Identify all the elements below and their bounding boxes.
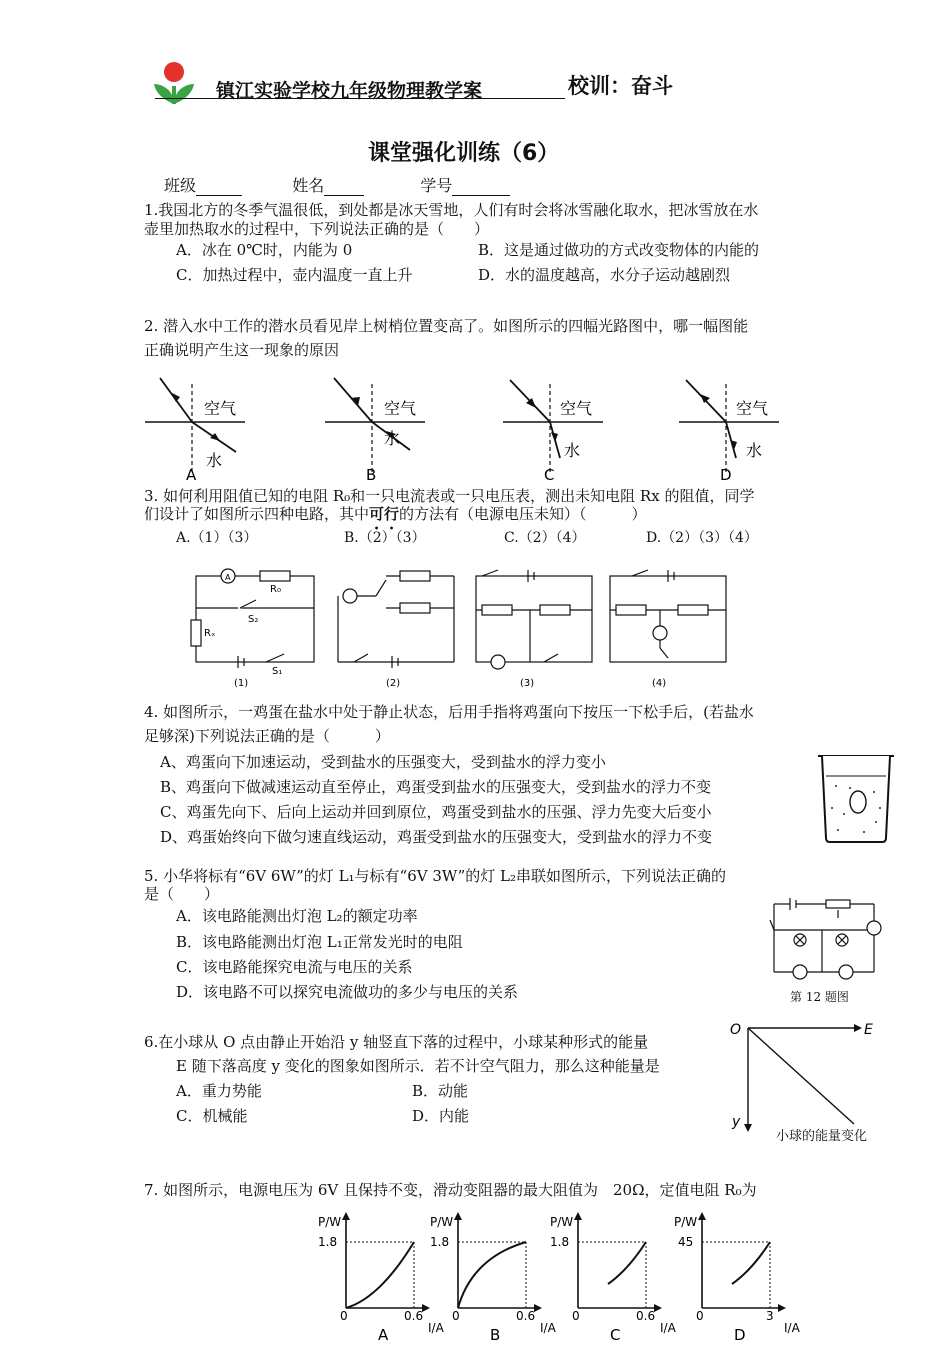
xmax-label: 0.6 [636, 1309, 656, 1323]
info-line [164, 176, 510, 196]
pi-graph-b[interactable] [430, 1212, 557, 1344]
height-y-label: y [732, 1114, 741, 1130]
q5-option-b[interactable]: B．该电路能测出灯泡 L₁正常发光时的电阻 [176, 933, 463, 951]
q1-option-b[interactable]: B．这是通过做功的方式改变物体的内能的 [478, 241, 760, 259]
q6-option-a[interactable]: A．重力势能 [176, 1082, 262, 1100]
origin-label: 0 [340, 1309, 348, 1323]
circuit-label: (3) [520, 678, 535, 689]
id-label: 学号 [420, 176, 453, 195]
circuit-3[interactable] [476, 570, 592, 669]
circuit-label: (2) [386, 678, 401, 689]
rx-label: Rₓ [204, 628, 216, 639]
water-label: 水 [206, 451, 223, 470]
q4-stem-1: 4. 如图所示，一鸡蛋在盐水中处于静止状态，后用手指将鸡蛋向下按压一下松手后，(若盐水 [144, 703, 754, 721]
xmax-label: 0.6 [516, 1309, 536, 1323]
q6-option-c[interactable]: C．机械能 [176, 1107, 248, 1125]
q3-option-a[interactable]: A.（1）（3） [176, 530, 258, 546]
q4-option-c[interactable]: C、鸡蛋先向下、后向上运动并回到原位，鸡蛋受到盐水的压强、浮力先变大后变小 [160, 803, 712, 821]
id-blank[interactable] [452, 179, 510, 196]
ymax-label: 1.8 [550, 1235, 570, 1249]
ymax-label: 1.8 [430, 1235, 450, 1249]
q7-pi-graphs [310, 1208, 830, 1344]
pi-graph-c[interactable] [550, 1212, 677, 1344]
q6-graph-caption: 小球的能量变化 [776, 1129, 868, 1144]
origin-o-label: O [730, 1022, 742, 1038]
q2-stem-1: 2. 潜入水中工作的潜水员看见岸上树梢位置变高了。如图所示的四幅光路图中，哪一幅图能 [144, 317, 749, 335]
diagram-label: B [366, 466, 377, 482]
ylabel: P/W [430, 1215, 454, 1229]
q7-stem-1: 7. 如图所示，电源电压为 6V 且保持不变，滑动变阻器的最大阻值为 20Ω，定值电阻 R₀为 [144, 1181, 757, 1199]
diagram-a[interactable] [145, 378, 245, 482]
school-motto: 校训：奋斗 [568, 74, 673, 98]
q4-option-b[interactable]: B、鸡蛋向下做减速运动直至停止，鸡蛋受到盐水的压强变大，受到盐水的浮力不变 [160, 778, 712, 796]
school-logo [152, 60, 196, 106]
diagram-d[interactable] [679, 380, 779, 482]
name-label: 姓名 [292, 176, 325, 195]
q5-option-c[interactable]: C．该电路能探究电流与电压的关系 [176, 958, 413, 976]
q3-option-c[interactable]: C.（2）（4） [504, 530, 586, 546]
emphasis-feasible: 可行 [369, 505, 400, 523]
q5-figure-caption: 第 12 题图 [790, 990, 849, 1004]
graph-label: D [734, 1326, 746, 1344]
circuit-2[interactable] [338, 571, 454, 668]
q3-stem-2: 们设计了如图所示四种电路，其中可行的方法有（电源电压未知）（ ） [144, 505, 647, 523]
s2-label: S₂ [248, 614, 259, 625]
diagram-b[interactable] [325, 378, 425, 482]
q1-option-c[interactable]: C．加热过程中，壶内温度一直上升 [176, 266, 413, 284]
energy-e-label: E [864, 1022, 873, 1038]
header-rule [155, 98, 565, 99]
diagram-label: A [186, 466, 197, 482]
water-label: 水 [746, 441, 763, 460]
q4-option-a[interactable]: A、鸡蛋向下加速运动，受到盐水的压强变大，受到盐水的浮力变小 [160, 753, 606, 771]
air-label: 空气 [736, 399, 769, 418]
q6-stem-1: 6.在小球从 O 点由静止开始沿 y 轴竖直下落的过程中，小球某种形式的能量 [144, 1033, 649, 1051]
q3-circuit-diagrams [188, 562, 728, 690]
air-label: 空气 [384, 399, 417, 418]
origin-label: 0 [452, 1309, 460, 1323]
q4-stem-2: 足够深)下列说法正确的是（ ） [144, 727, 390, 745]
xmax-label: 3 [766, 1309, 774, 1323]
water-label: 水 [564, 441, 581, 460]
ylabel: P/W [674, 1215, 698, 1229]
q2-stem-2: 正确说明产生这一现象的原因 [144, 341, 340, 359]
s1-label: S₁ [272, 666, 283, 677]
pi-graph-d[interactable] [674, 1212, 801, 1344]
class-label: 班级 [164, 176, 197, 195]
graph-label: A [378, 1326, 389, 1344]
q1-stem-1: 1.我国北方的冬季气温很低，到处都是冰天雪地，人们有时会将冰雪融化取水，把冰雪放在水 [144, 201, 759, 219]
beaker-egg-figure [814, 752, 898, 844]
q5-stem-2: 是（ ） [144, 885, 220, 903]
xlabel: I/A [540, 1321, 556, 1335]
q5-option-d[interactable]: D．该电路不可以探究电流做功的多少与电压的关系 [176, 983, 519, 1001]
q6-option-d[interactable]: D．内能 [412, 1107, 470, 1125]
page-title: 课堂强化训练（6） [368, 141, 560, 166]
q6-option-b[interactable]: B．动能 [412, 1082, 469, 1100]
circuit-label: (4) [652, 678, 667, 689]
circuit-4[interactable] [610, 570, 726, 662]
xlabel: I/A [784, 1321, 800, 1335]
school-title: 镇江实验学校九年级物理教学案 [216, 80, 483, 102]
xmax-label: 0.6 [404, 1309, 424, 1323]
q3-option-b[interactable]: B.（2）（3） [344, 530, 426, 546]
air-label: 空气 [204, 399, 237, 418]
q3-stem-1: 3. 如何利用阻值已知的电阻 R₀和一只电流表或一只电压表，测出未知电阻 Rx 的阻值，同学 [144, 487, 755, 505]
q1-stem-2: 壶里加热取水的过程中，下列说法正确的是（ ） [144, 220, 490, 238]
diagram-label: C [544, 466, 555, 482]
graph-label: B [490, 1326, 501, 1344]
pi-graph-a[interactable] [318, 1212, 445, 1344]
water-label: 水 [384, 429, 401, 448]
r0-label: R₀ [270, 584, 281, 595]
ylabel: P/W [318, 1215, 342, 1229]
xlabel: I/A [428, 1321, 444, 1335]
origin-label: 0 [572, 1309, 580, 1323]
ymax-label: 1.8 [318, 1235, 338, 1249]
ylabel: P/W [550, 1215, 574, 1229]
air-label: 空气 [560, 399, 593, 418]
q5-circuit-figure [762, 890, 888, 986]
q5-option-a[interactable]: A．该电路能测出灯泡 L₂的额定功率 [176, 907, 418, 925]
diagram-c[interactable] [503, 380, 603, 482]
q1-option-d[interactable]: D．水的温度越高，水分子运动越剧烈 [478, 266, 731, 284]
q2-light-path-diagrams [140, 370, 780, 482]
q1-option-a[interactable]: A．冰在 0℃时，内能为 0 [176, 241, 353, 259]
graph-label: C [610, 1326, 621, 1344]
origin-label: 0 [696, 1309, 704, 1323]
ymax-label: 45 [678, 1235, 694, 1249]
q5-stem-1: 5. 小华将标有“6V 6W”的灯 L₁与标有“6V 3W”的灯 L₂串联如图所示，下列说法正确的 [144, 867, 727, 885]
diagram-label: D [720, 466, 732, 482]
class-blank[interactable] [196, 179, 242, 196]
xlabel: I/A [660, 1321, 676, 1335]
q4-option-d[interactable]: D、鸡蛋始终向下做匀速直线运动，鸡蛋受到盐水的压强变大，受到盐水的浮力不变 [160, 828, 713, 846]
name-blank[interactable] [324, 179, 364, 196]
ammeter-symbol: A [225, 573, 231, 582]
q3-option-d[interactable]: D.（2）（3）（4） [646, 530, 758, 546]
q6-stem-2: E 随下落高度 y 变化的图象如图所示．若不计空气阻力，那么这种能量是 [176, 1057, 660, 1075]
circuit-label: (1) [234, 678, 249, 689]
